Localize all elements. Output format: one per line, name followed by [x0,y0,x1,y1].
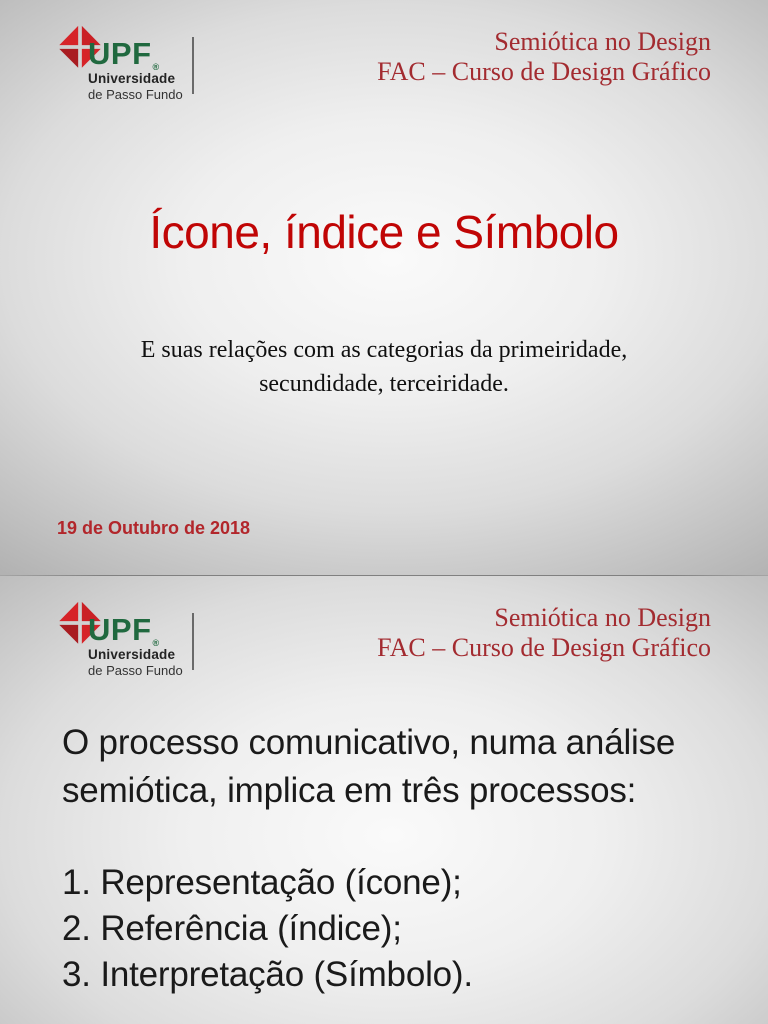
list-item-3: 3. Interpretação (Símbolo). [62,954,473,994]
slide-2 [0,576,768,1024]
logo-university-city: de Passo Fundo [88,663,183,679]
logo-text-block [88,600,183,678]
registered-trademark-icon: ® [152,638,160,648]
header-line-1: Semiótica no Design [494,603,711,632]
body-line-1: O processo comunicativo, numa análise [62,723,676,762]
logo-university-city: de Passo Fundo [88,87,183,103]
logo-divider [192,613,194,670]
logo-acronym-text: UPF [88,36,152,71]
subtitle-line-1: E suas relações com as categorias da primeiridade, [140,337,628,363]
logo-text-block [88,24,183,102]
slide-title: Ícone, índice e Símbolo [149,206,619,258]
slide-subtitle [0,333,768,401]
course-header [377,603,711,663]
registered-trademark-icon: ® [152,62,160,72]
course-header [377,27,711,87]
list-item-1: 1. Representação (ícone); [62,863,462,902]
subtitle-line-2: secundidade, terceiridade. [259,371,509,398]
body-paragraph [62,719,722,814]
body-line-2: semiótica, implica em três processos: [62,770,637,810]
slide-date: 19 de Outubro de 2018 [57,518,251,538]
upf-logo [57,24,194,102]
list-item-2: 2. Referência (índice); [62,908,402,948]
logo-university-name: Universidade [88,647,176,663]
logo-acronym-text: UPF [88,612,152,647]
logo-acronym [88,612,183,648]
logo-acronym [88,36,183,72]
process-list [62,860,722,998]
header-line-1: Semiótica no Design [494,27,711,56]
upf-logo [57,600,194,678]
header-line-2: FAC – Curso de Design Gráfico [377,57,711,87]
slide-2-inner [0,576,768,1024]
header-line-2: FAC – Curso de Design Gráfico [377,633,711,663]
logo-divider [192,37,194,94]
logo-university-name: Universidade [88,71,176,87]
